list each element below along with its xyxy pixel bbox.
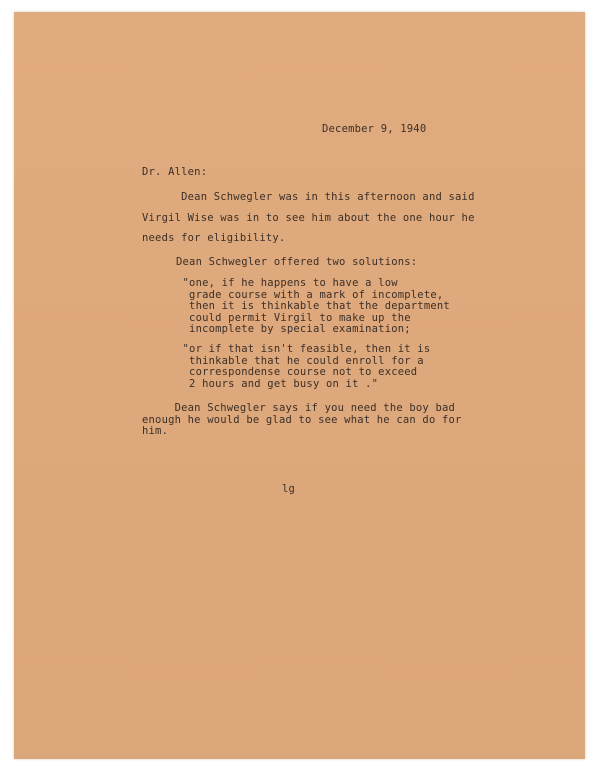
letter-quote-1: "one, if he happens to have a low grade course with a mark of incomplete, then it is thinkable that the department could permit Virgil to make up the incomplete by special examination; — [182, 277, 450, 336]
typist-initials: lg — [282, 483, 296, 495]
letter-paragraph-1: Dean Schwegler was in this afternoon and said Virgil Wise was in to see him about the one hour he needs for eligibility. — [142, 191, 475, 244]
letter-quote-2: "or if that isn't feasible, then it is thinkable that he could enroll for a correspondense course not to exceed 2 hours and get busy on it ." — [182, 343, 431, 390]
letter-paragraph-3: Dean Schwegler says if you need the boy bad enough he would be glad to see what he can do for him. — [142, 402, 462, 438]
letter-salutation: Dr. Allen: — [142, 166, 208, 178]
letter-date: December 9, 1940 — [322, 123, 427, 135]
letter-page — [14, 12, 585, 759]
letter-paragraph-2: Dean Schwegler offered two solutions: — [176, 256, 418, 268]
